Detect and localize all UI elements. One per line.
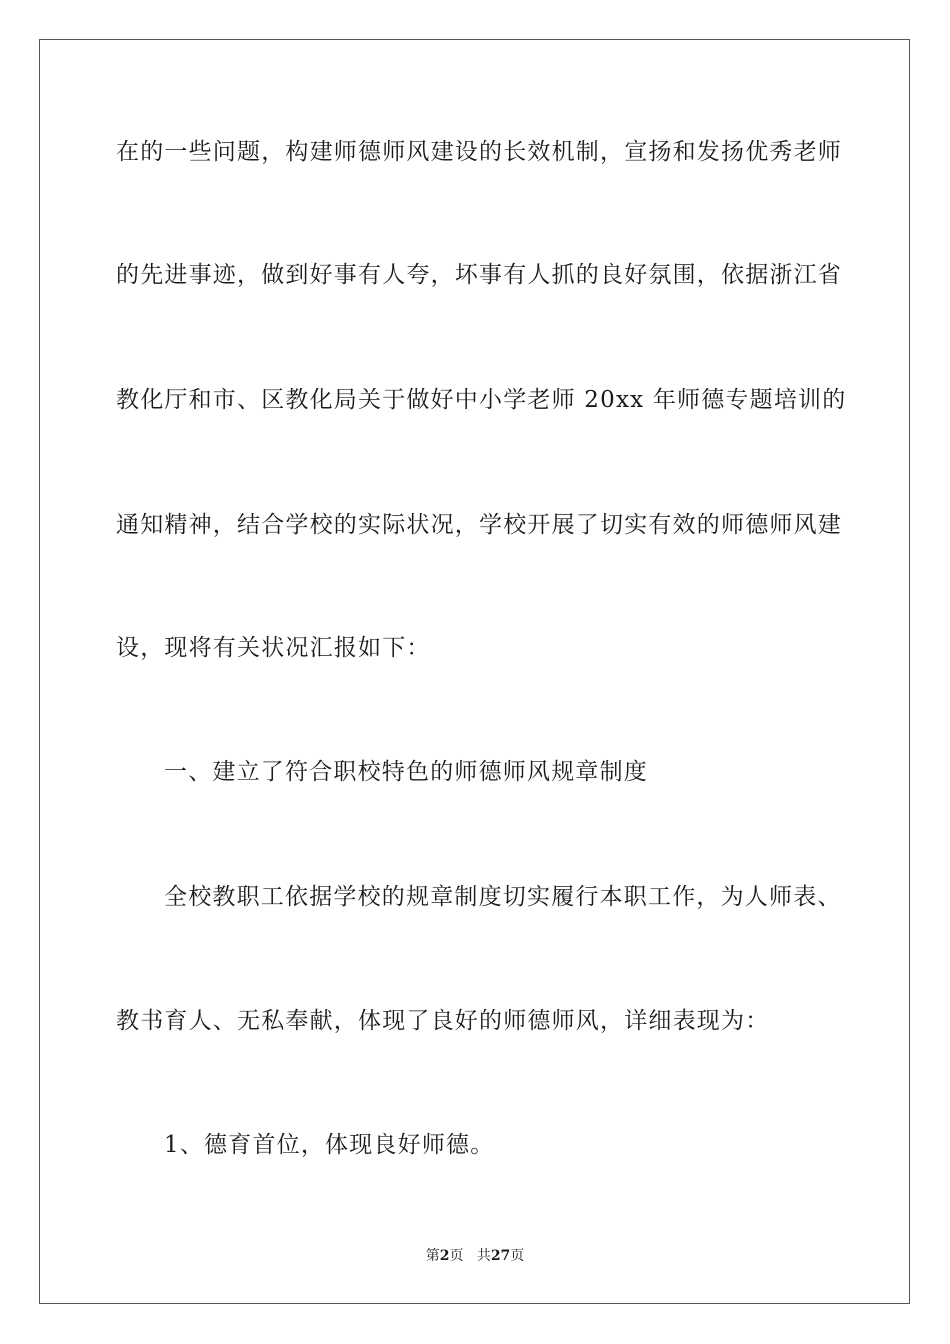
body-line-1: 在的一些问题，构建师德师风建设的长效机制，宣扬和发扬优秀老师 — [116, 139, 842, 165]
page-frame — [39, 39, 910, 1304]
footer-page-suffix: 页 — [449, 1248, 464, 1264]
footer-total-suffix: 页 — [510, 1248, 525, 1264]
numbered-item: 1、德育首位，体现良好师德。 — [164, 1132, 495, 1158]
body-line-5: 设，现将有关状况汇报如下： — [116, 635, 431, 661]
footer-prefix: 第 — [425, 1248, 440, 1264]
body-line-3: 教化厅和市、区教化局关于做好中小学老师 20xx 年师德专题培训的 — [116, 387, 847, 413]
body-line-8: 教书育人、无私奉献，体现了良好的师德师风，详细表现为： — [116, 1008, 770, 1034]
footer-total-pages: 27 — [490, 1248, 511, 1264]
page-footer — [0, 1247, 950, 1265]
footer-page-number: 2 — [439, 1248, 450, 1264]
section-heading: 一、建立了符合职校特色的师德师风规章制度 — [164, 759, 648, 785]
body-line-7: 全校教职工依据学校的规章制度切实履行本职工作，为人师表、 — [164, 884, 842, 910]
body-line-4: 通知精神，结合学校的实际状况，学校开展了切实有效的师德师风建 — [116, 512, 842, 538]
footer-total-prefix: 共 — [476, 1248, 491, 1264]
body-line-2: 的先进事迹，做到好事有人夸，坏事有人抓的良好氛围，依据浙江省 — [116, 262, 842, 288]
